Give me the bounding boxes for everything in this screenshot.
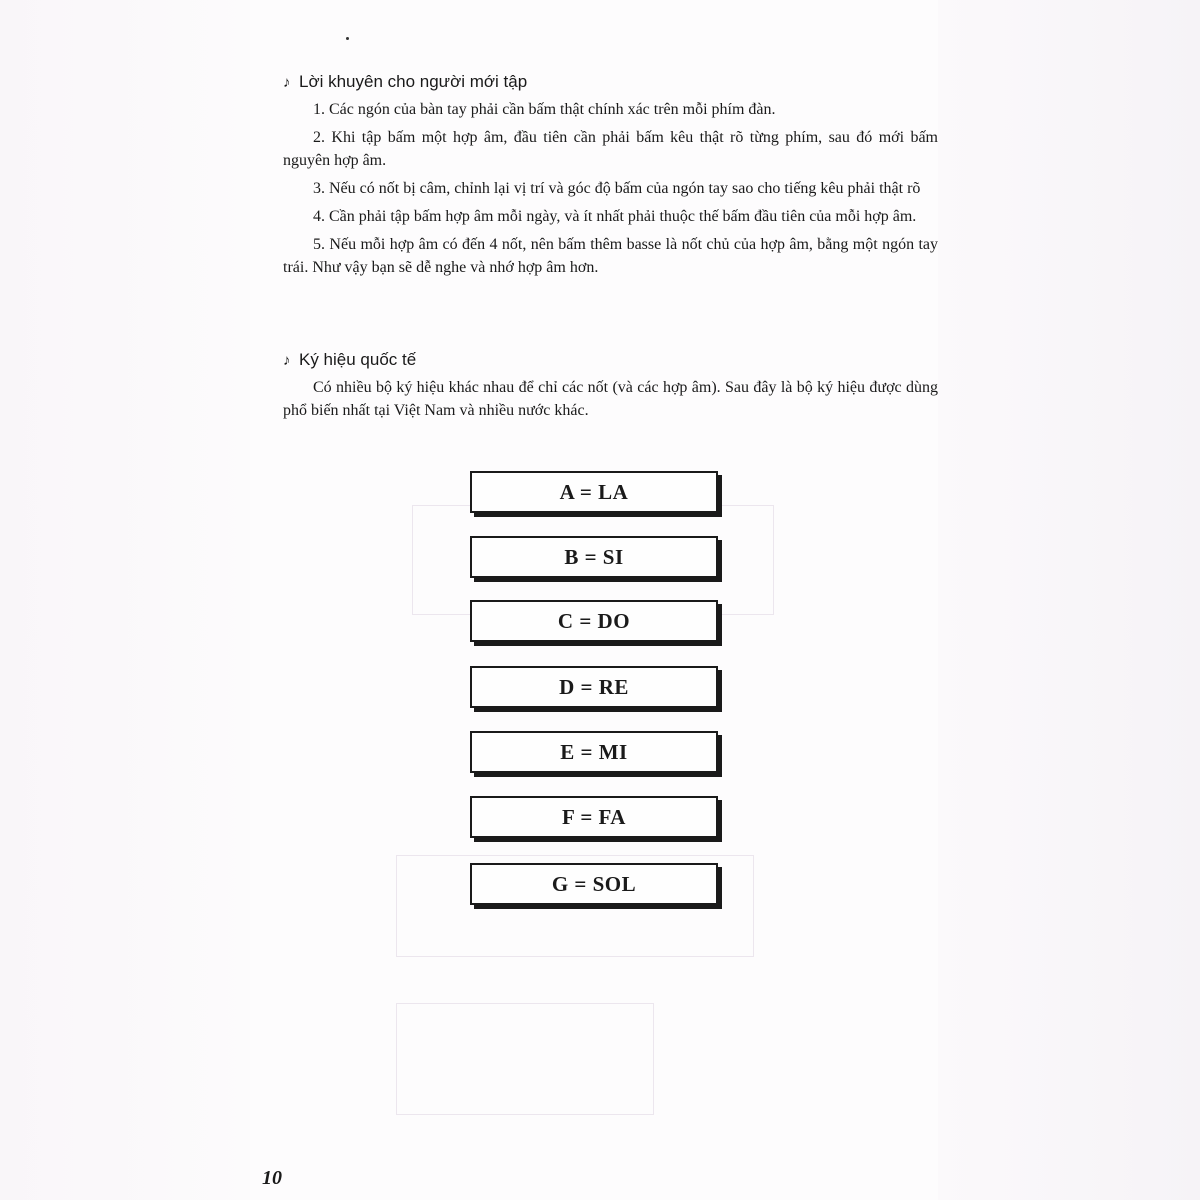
advice-item-number: 3. (313, 180, 325, 197)
note-mapping-box: B = SI (470, 536, 718, 578)
advice-item-number: 4. (313, 208, 325, 225)
note-mapping-box: D = RE (470, 666, 718, 708)
page-number: 10 (262, 1167, 282, 1189)
advice-item-text: Nếu mỗi hợp âm có đến 4 nốt, nên bấm thêm basse là nốt chủ của hợp âm, bằng một ngón tay trái. Như vậy bạn sẽ dễ nghe và nhớ hợp âm hơn. (283, 236, 939, 276)
notation-section (283, 350, 938, 427)
page-edge-shading (938, 0, 1200, 1200)
note-mapping-box: A = LA (470, 471, 718, 513)
notation-intro: Có nhiều bộ ký hiệu khác nhau để chỉ các nốt (và các hợp âm). Sau đây là bộ ký hiệu được dùng phổ biến nhất tại Việt Nam và nhiều nước khác. (283, 379, 938, 419)
bleed-through-keyboard (396, 1003, 654, 1115)
music-note-icon: ♪ (283, 73, 291, 91)
page-shading (0, 0, 250, 1200)
note-mapping-box: E = MI (470, 731, 718, 773)
music-note-icon: ♪ (283, 351, 291, 369)
note-mapping-box: G = SOL (470, 863, 718, 905)
notation-title: Ký hiệu quốc tế (299, 350, 417, 369)
advice-item-number: 5. (313, 236, 325, 253)
advice-item-text: Khi tập bấm một hợp âm, đầu tiên cần phải bấm kêu thật rõ từng phím, sau đó mới bấm nguyên hợp âm. (283, 129, 939, 169)
advice-section (283, 72, 938, 284)
advice-item (283, 126, 938, 172)
advice-item-number: 1. (313, 101, 325, 118)
advice-item (283, 98, 938, 121)
advice-item-text: Cần phải tập bấm hợp âm mỗi ngày, và ít nhất phải thuộc thế bấm đầu tiên của mỗi hợp âm. (329, 208, 917, 225)
note-mapping-box: F = FA (470, 796, 718, 838)
note-mapping-box: C = DO (470, 600, 718, 642)
advice-item (283, 177, 938, 200)
advice-item-number: 2. (313, 129, 325, 146)
advice-item (283, 233, 938, 279)
advice-item (283, 205, 938, 228)
advice-heading (283, 72, 938, 92)
ink-speck (346, 37, 349, 40)
notation-heading (283, 350, 938, 370)
advice-item-text: Các ngón của bàn tay phải cần bấm thật chính xác trên mỗi phím đàn. (329, 101, 776, 118)
advice-item-text: Nếu có nốt bị câm, chỉnh lại vị trí và góc độ bấm của ngón tay sao cho tiếng kêu phải thật rõ (329, 180, 921, 197)
advice-title: Lời khuyên cho người mới tập (299, 72, 528, 91)
